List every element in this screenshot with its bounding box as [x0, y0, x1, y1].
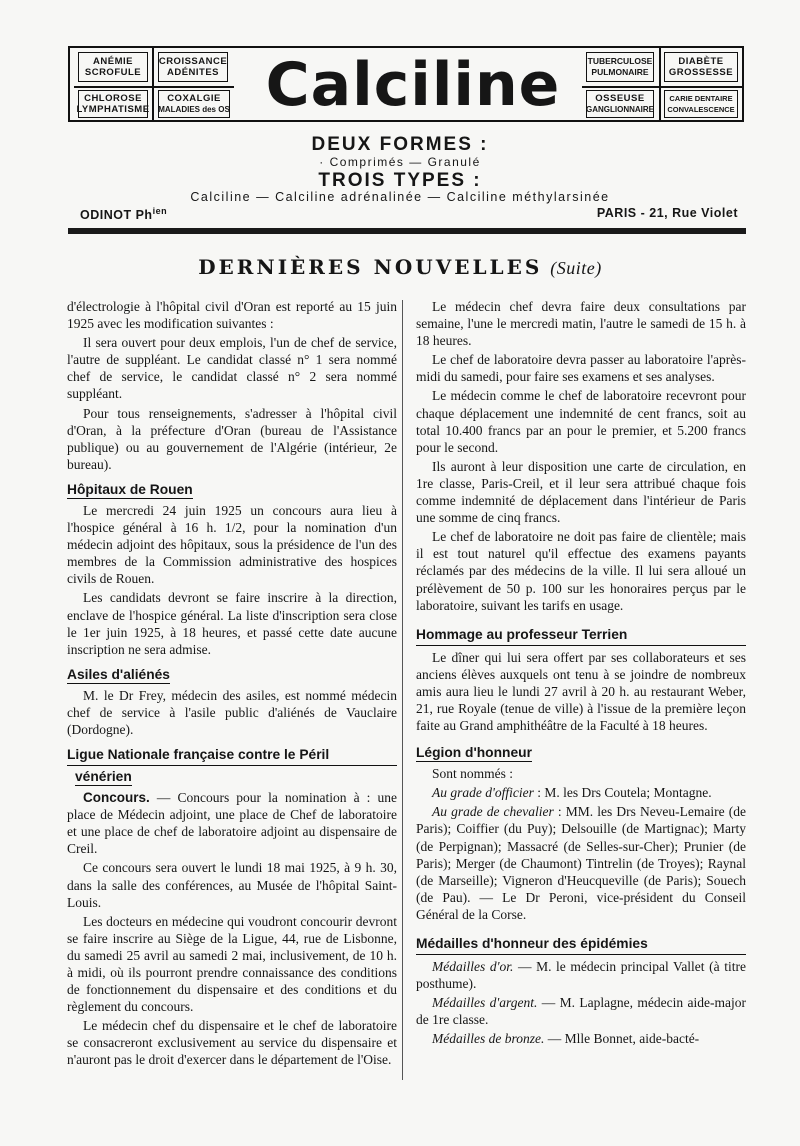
section-heading-medailles [416, 935, 746, 955]
paragraph: Le médecin chef devra faire deux consultations par semaine, l'une le mercredi matin, l'autre le samedi de 15 h. à 18 heures. [416, 299, 746, 349]
paragraph [416, 1030, 746, 1047]
ad-box-tuberculose [586, 52, 654, 82]
paragraph: Pour tous renseignements, s'adresser à l'hôpital civil d'Oran, à la préfecture d'Oran (bureau de l'Assistance publique) ou au gouvernement de l'Algérie (intérieur, 2e bureau). [67, 405, 397, 472]
ad-box-text: OSSEUSE [595, 93, 645, 104]
paragraph [416, 784, 746, 801]
ad-divider [152, 48, 154, 120]
paragraph: Les docteurs en médecine qui voudront concourir devront se faire inscrire au Siège de la Ligue, 44, rue de Lisbonne, du samedi 25 avril au samedi 2 mai, inclusivement, de 10 h. à midi, où ils pourront prendre connaissance des conditions de fonctionnement du dispensaire et des conditions et du règlement du concours. [67, 913, 397, 1015]
ad-box-text: TUBERCULOSE [587, 56, 653, 66]
paragraph-lead: Médailles d'or. [432, 959, 514, 974]
paragraph-text: — Concours pour la nomination à : une place de Médecin adjoint, une place de Chef de laboratoire et une place de chef de laboratoire adjoint au dispensaire de Creil. [67, 790, 397, 857]
header-rule [68, 228, 746, 234]
paragraph-text: — Mlle Bonnet, aide-bacté- [544, 1031, 700, 1047]
paragraph: Sont nommés : [432, 766, 514, 782]
ad-box-carie [664, 90, 738, 118]
ad-box-text: SCROFULE [84, 67, 142, 78]
ad-box-text: CONVALESCENCE [667, 105, 735, 114]
left-column [67, 298, 397, 1071]
section-heading-asiles [67, 666, 397, 684]
maker-name-text: ODINOT Ph [80, 208, 153, 223]
paragraph [416, 958, 746, 992]
paragraph-lead: Au grade d'officier [432, 785, 534, 801]
maker-name [80, 206, 167, 222]
paragraph: Le mercredi 24 juin 1925 un concours aura lieu à l'hospice général à 16 h. 1/2, pour la nomination d'un médecin adjoint des hôpitaux, sous la présidence de l'un des membres de la Commission administrative des hospices civils de Rouen. [67, 502, 397, 587]
paragraph-lead: Médailles de bronze. [432, 1031, 545, 1047]
paragraph-lead: Concours. [83, 790, 150, 806]
ad-box-diabete [664, 52, 738, 82]
paragraph: Le dîner qui lui sera offert par ses collaborateurs et ses anciens élèves auxquels ont tenu à se joindre de nombreux amis aura lieu le lundi 27 avril à 20 h. au restaurant Weber, 21, rue Royale (tenue de ville) à l'issue de la première leçon faite au Grand amphithéâtre de la Faculté à 18 heures. [416, 649, 746, 734]
types-title: TROIS TYPES : [318, 170, 482, 191]
paragraph: Le chef de laboratoire ne doit pas faire de clientèle; mais il est tout naturel qu'il effectue des examens payants réclamés par des médecins de la ville. Il lui sera alloué un prélèvement de 50 p. 100 sur les honoraires perçus par le laboratoire, suivant les tarifs en usage. [416, 529, 746, 613]
section-heading-terrien [416, 626, 746, 646]
section-heading-text: Ligue Nationale française contre le Péril [67, 747, 330, 763]
ad-box-text: MALADIES des OS [158, 105, 230, 114]
section-heading-text: Hôpitaux de Rouen [67, 481, 193, 497]
paragraph: Ils auront à leur disposition une carte de circulation, en 1re classe, Paris-Creil, et il leur sera attribué chaque fois comme indemnité de déplacement dans l'intérieur de Paris une somme de cinq francs. [416, 458, 746, 526]
calciline-ad-banner [68, 46, 744, 122]
paragraph-lead: Médailles d'argent. [432, 995, 538, 1011]
paragraph-text: : M. les Drs Coutela; Montagne. [533, 785, 712, 801]
paragraph: Les candidats devront se faire inscrire à la direction, enclave de l'hospice général. La liste d'inscription sera close le 1er juin 1925, à 18 heures, et passé cette date aucune inscription ne sera admise. [67, 590, 397, 657]
section-heading-text: Asiles d'aliénés [67, 666, 170, 682]
paragraph: Le médecin comme le chef de laboratoire recevront pour chaque déplacement une indemnité de cent francs, soit au total 10.400 francs par an pour le premier, et 5.200 francs pour le second. [416, 388, 746, 455]
paragraph [416, 994, 746, 1028]
paragraph [67, 789, 397, 857]
ad-divider [74, 86, 234, 88]
maker-name-sup: ien [152, 206, 168, 216]
paragraph: Il sera ouvert pour deux emplois, l'un de chef de service, l'autre de suppléant. Le candidat classé n° 1 sera nommé chef de service, le candidat classé n° 2 sera nommé suppléant. [67, 335, 397, 402]
page-title-text: DERNIÈRES NOUVELLES [198, 255, 543, 279]
section-heading-text: Médailles d'honneur des épidémies [416, 936, 648, 951]
ad-box-chlorose [78, 90, 148, 118]
section-heading-text: vénérien [75, 769, 132, 785]
paragraph-text: — M. Laplagne, médecin aide-major de 1re classe. [416, 995, 746, 1028]
paragraph [416, 803, 746, 923]
ad-box-text: CHLOROSE [84, 93, 142, 104]
ad-divider [582, 86, 742, 88]
formes-title: DEUX FORMES : [311, 134, 489, 155]
ad-box-text: GROSSESSE [668, 67, 734, 78]
section-heading-ligue [67, 746, 397, 766]
paragraph: Le médecin chef du dispensaire et le chef de laboratoire se consacreront exclusivement au service du dispensaire et n'auront pas le droit d'exercer dans le département de l'Oise. [67, 1018, 397, 1068]
ad-box-croissance [158, 52, 228, 82]
ad-box-coxalgie [158, 90, 230, 118]
paragraph: M. le Dr Frey, médecin des asiles, est nommé médecin chef de service à l'asile public d'aliénés de Vauclaire (Dordogne). [67, 687, 397, 737]
paragraph: d'électrologie à l'hôpital civil d'Oran est reporté au 15 juin 1925 avec les modification suivantes : [67, 299, 397, 332]
ad-divider [659, 48, 661, 120]
paragraph: Le chef de laboratoire devra passer au laboratoire l'après-midi du samedi, pour faire ses examens et ses analyses. [416, 352, 746, 385]
section-heading-text: Légion d'honneur [416, 745, 532, 761]
ad-box-text: COXALGIE [167, 93, 221, 104]
ad-box-anemie [78, 52, 148, 82]
ad-box-text: GANGLIONNAIRE [586, 105, 654, 114]
ad-box-osseuse [586, 90, 654, 118]
paragraph: Ce concours sera ouvert le lundi 18 mai 1925, à 9 h. 30, dans la salle des conférences, au Musée de l'hôpital Saint-Louis. [67, 860, 397, 910]
column-divider [402, 300, 403, 1080]
ad-box-text: LYMPHATISME [76, 104, 150, 115]
ad-box-text: PULMONAIRE [591, 67, 649, 77]
section-heading-ligue-2 [67, 768, 405, 786]
paragraph-lead: Au grade de chevalier [432, 804, 554, 820]
formes-line: · Comprimés — Granulé [319, 155, 481, 169]
ad-box-text: CARIE DENTAIRE [669, 94, 733, 103]
paragraph-text: : MM. les Drs Neveu-Lemaire (de Paris); Coiffier (du Puy); Delsouille (de Martignac); Marty (de Perpignan); Massacré (de Selles-sur-Cher); Prunier (de Paris); Merger (de Chaumont) Tintrelin (de Troyes); Raynal (de Marseille); Vigneron d'Heucqueville (de Paris); Souech (de Pau). — Le Dr Peroni, vice-président du Conseil Général de la Corse. [416, 804, 746, 922]
brand-name: Calciline [265, 50, 561, 120]
ad-box-text: DIABÈTE [678, 56, 724, 67]
paragraph-text: — M. le médecin principal Vallet (à titre posthume). [416, 959, 746, 992]
page-title-suite: (Suite) [550, 258, 602, 278]
ad-box-text: ADÉNITES [166, 67, 220, 78]
section-heading-text: Hommage au professeur Terrien [416, 626, 628, 642]
types-line: Calciline — Calciline adrénalinée — Calciline méthylarsinée [190, 190, 610, 204]
section-heading-legion [416, 744, 746, 762]
page-title [0, 255, 800, 279]
ad-box-text: ANÉMIE [93, 56, 133, 67]
maker-address: PARIS - 21, Rue Violet [596, 206, 738, 220]
ad-box-text: CROISSANCE [158, 56, 228, 67]
right-column [416, 298, 746, 1049]
section-heading-rouen [67, 481, 397, 499]
